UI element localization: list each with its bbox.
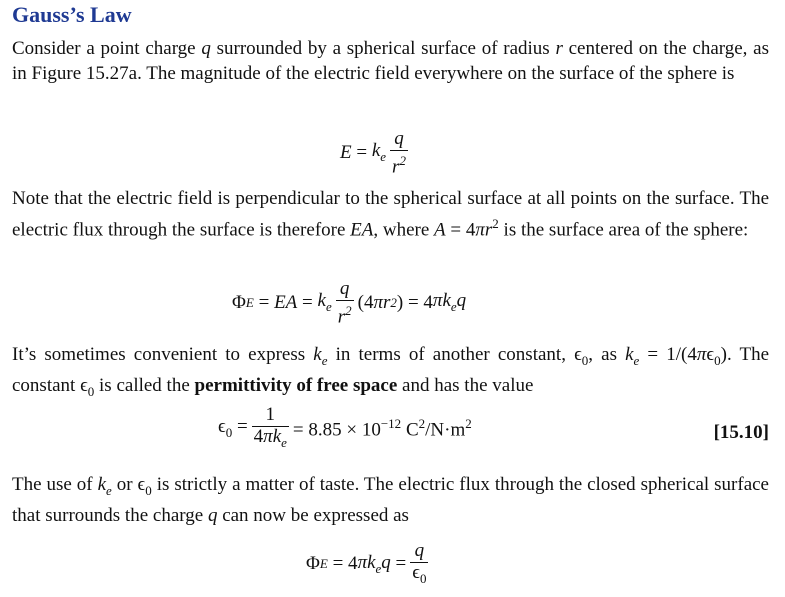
equation-permittivity: $\epsilon_0$ = $\frac{1}{4\pi k_e}$ = $8.85 \times 10^{-12}$ $C^2/N\cdot m^2$ [218, 404, 472, 453]
paragraph-2: Note that the electric field is perpendicular to the spherical surface at all points on the surface. The electric flux through the surface is therefore EA, where $A = 4\pi r^2$ is the surface area of the sphere: [12, 188, 769, 241]
section-title: Gauss’s Law [12, 2, 132, 27]
paragraph-4: The use of $k_e$ or $\epsilon_0$ is strictly a matter of taste. The electric flux through the closed spherical surface that surrounds the charge q can now be expressed as [12, 474, 769, 526]
equation-electric-field: E = $k_e$ $\frac{q}{r^2}$ [340, 128, 406, 178]
paragraph-1: Consider a point charge q surrounded by a spherical surface of radius r centered on the charge, as in Figure 15.27a. The magnitude of the electric field everywhere on the surface of the sphere is [12, 38, 769, 84]
equation-flux-permittivity: Φ E = 4 $\pi k_eq$ = $\frac{q}{\epsilon_0}$ [306, 540, 432, 589]
paragraph-3: It’s sometimes convenient to express $k_e$ in terms of another constant, $\epsilon_0$, as $k_e = 1/(4\pi\epsilon_0)$. The constant $\epsilon_0$ is called the permittivity of free space and has the value [12, 344, 770, 399]
equation-number: [15.10] [713, 422, 769, 443]
equation-electric-flux: Φ E = EA = $k_e$ $\frac{q}{r^2}$ (4 πr 2 ) = 4 $\pi k_eq$ [232, 278, 467, 328]
